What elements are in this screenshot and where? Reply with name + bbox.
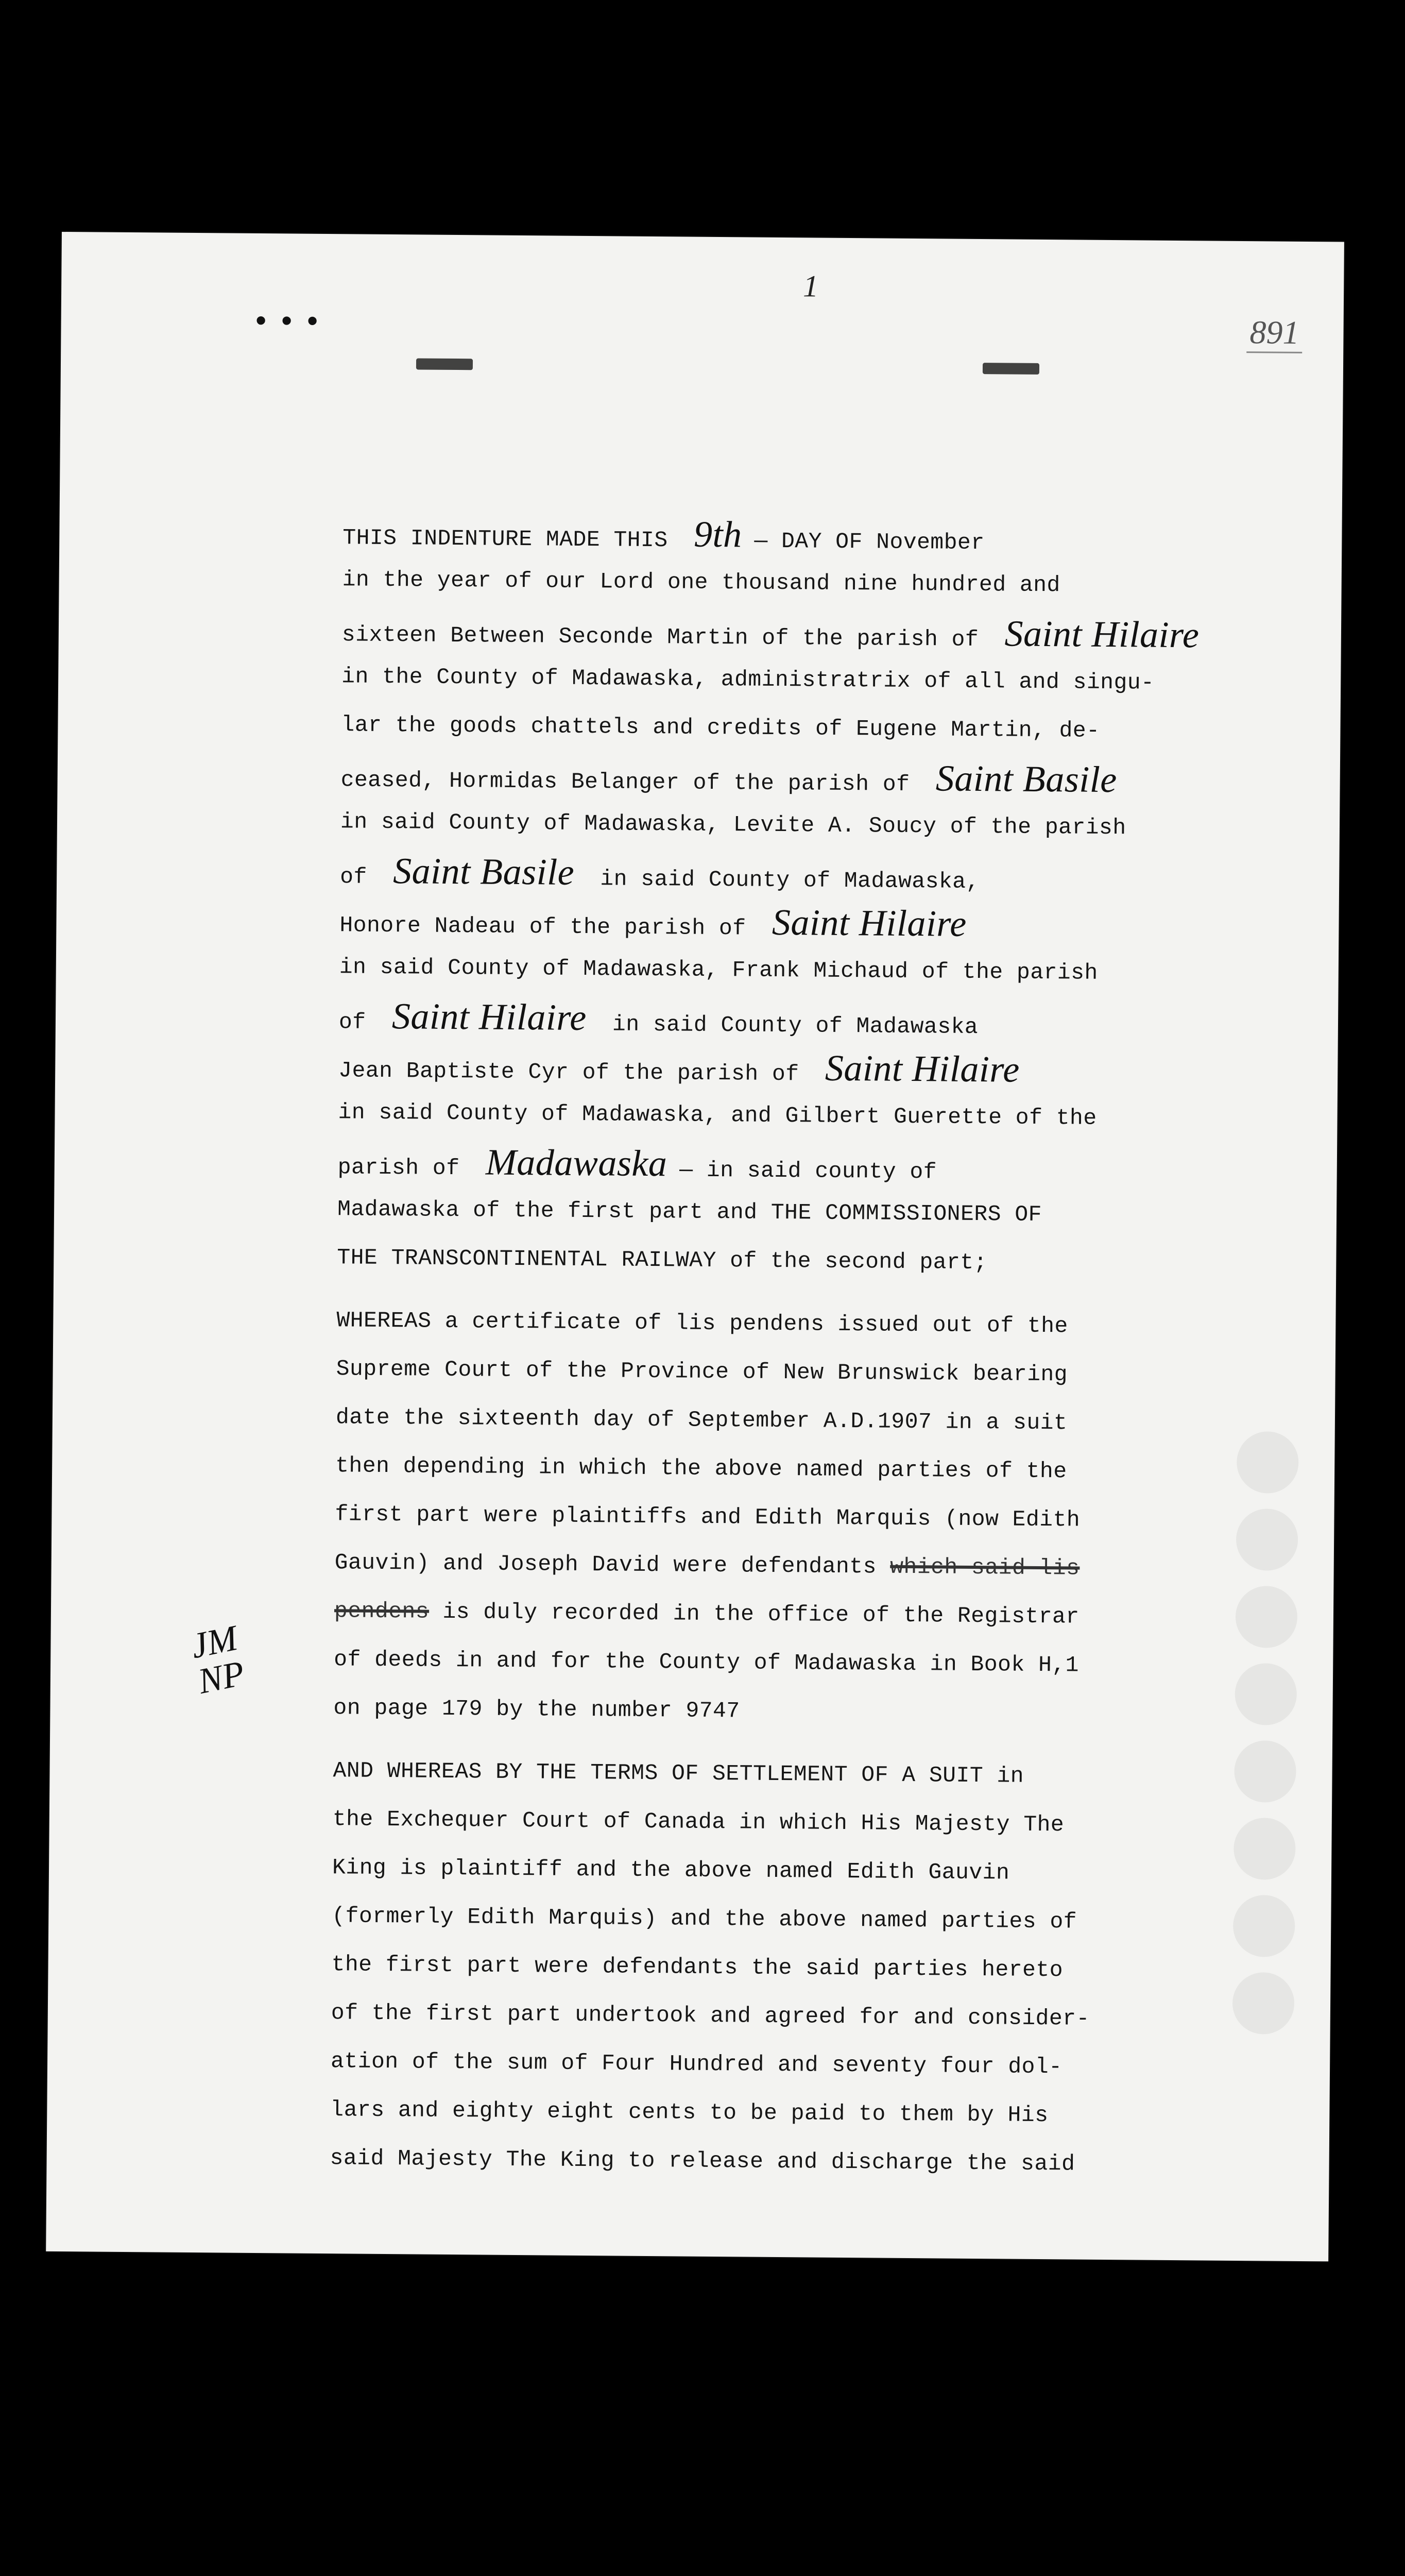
text-line [333, 1684, 1240, 1739]
typed-text: THE TRANSCONTINENTAL RAILWAY of the second part; [337, 1245, 988, 1276]
text-line [334, 1635, 1241, 1691]
text-line [332, 1843, 1239, 1899]
text-line [341, 652, 1248, 708]
text-line [331, 2037, 1238, 2093]
typed-text: Madawaska of the first part and THE COMMISSIONERS OF [337, 1196, 1042, 1228]
typed-text: of the first part undertook and agreed for and consider- [331, 2000, 1090, 2031]
typed-text: on page 179 by the number 9747 [333, 1695, 740, 1724]
typed-text: then depending in which the above named parties of the [335, 1453, 1067, 1484]
text-line [331, 1940, 1238, 1996]
text-line [334, 1587, 1241, 1642]
text-line [339, 943, 1246, 998]
typed-text: Supreme Court of the Province of New Brunswick bearing [336, 1356, 1068, 1387]
typed-text: ceased, Hormidas Belanger of the parish of [340, 767, 923, 798]
hole-6 [1233, 1818, 1296, 1880]
typed-text: of deeds in and for the County of Madawaska in Book H,1 [334, 1647, 1080, 1678]
ink-blot-right [983, 363, 1039, 375]
text-line [336, 1296, 1243, 1352]
text-line [336, 1345, 1243, 1400]
text-line [337, 1137, 1244, 1192]
typed-text: lar the goods chattels and credits of Eugene Martin, de- [341, 712, 1100, 743]
text-line [330, 2086, 1237, 2141]
handwritten-entry: Saint Hilaire [825, 1047, 1020, 1090]
punch-marks: ••• [251, 305, 329, 342]
text-line [342, 555, 1249, 611]
text-line [340, 798, 1247, 853]
typed-text: of [338, 1009, 380, 1035]
text-line [330, 2134, 1237, 2190]
margin-initials: JM NP [187, 1618, 248, 1702]
text-line [340, 846, 1247, 902]
typed-text: in said County of Madawaska, Frank Michaud of the parish [339, 954, 1099, 986]
typed-text: in the County of Madawaska, administratrix of all and singu- [341, 664, 1155, 696]
text-line [342, 604, 1249, 659]
text-line [339, 991, 1246, 1047]
ink-blot-left [416, 358, 473, 370]
hole-5 [1234, 1740, 1296, 1803]
text-line [332, 1795, 1239, 1851]
hole-2 [1236, 1509, 1298, 1571]
typed-text: Gauvin) and Joseph David were defendants [334, 1550, 890, 1580]
typed-text: date the sixteenth day of September A.D.1907 in a suit [335, 1404, 1068, 1436]
hole-1 [1237, 1431, 1299, 1494]
text-line [337, 1233, 1244, 1289]
archive-number: 891 [1246, 313, 1303, 353]
typed-text: in said County of Madawaska, Levite A. Soucy of the parish [340, 809, 1126, 841]
handwritten-entry: Saint Hilaire [772, 901, 967, 944]
text-line [339, 894, 1246, 950]
text-line [335, 1442, 1242, 1497]
handwritten-entry: Saint Basile [935, 757, 1118, 801]
struck-text: pendens [334, 1598, 430, 1624]
page-marker: 1 [802, 269, 819, 303]
handwritten-entry: Saint Basile [392, 850, 575, 893]
typed-text: in said County of Madawaska, and Gilbert Guerette of the [338, 1099, 1097, 1131]
typed-text: King is plaintiff and the above named Edith Gauvin [332, 1855, 1010, 1886]
text-line [341, 701, 1248, 756]
hole-7 [1233, 1895, 1295, 1957]
typed-text: in said County of Madawaska, [586, 866, 980, 895]
text-line [336, 1393, 1243, 1449]
typed-text: first part were plaintiffs and Edith Marquis (now Edith [335, 1501, 1081, 1533]
hole-8 [1232, 1972, 1295, 2035]
text-line [333, 1747, 1240, 1802]
text-line [334, 1538, 1241, 1594]
text-line [331, 1989, 1238, 2044]
hole-3 [1235, 1586, 1297, 1648]
handwritten-entry: Saint Hilaire [1004, 613, 1200, 656]
text-line [335, 1490, 1242, 1546]
typed-text: of [339, 864, 381, 890]
handwritten-entry: Saint Hilaire [391, 995, 587, 1039]
text-line [340, 749, 1247, 805]
text-line [338, 1040, 1245, 1095]
typed-text: Jean Baptiste Cyr of the parish of [338, 1058, 813, 1087]
text-line [342, 507, 1249, 563]
typed-text: lars and eighty eight cents to be paid to them by His [330, 2097, 1049, 2128]
hole-4 [1235, 1663, 1297, 1725]
text-line [332, 1892, 1239, 1947]
typed-text: the first part were defendants the said parties hereto [331, 1952, 1064, 1983]
typed-text: is duly recorded in the office of the Registrar [429, 1599, 1080, 1630]
typed-text: in said County of Madawaska [598, 1011, 979, 1040]
handwritten-entry: Madawaska [485, 1141, 667, 1184]
document-page [46, 232, 1344, 2261]
handwritten-entry: 9th [693, 513, 742, 555]
typed-text: (formerly Edith Marquis) and the above named parties of [332, 1903, 1077, 1935]
typed-text: — DAY OF November [754, 528, 985, 556]
typed-text: AND WHEREAS BY THE TERMS OF SETTLEMENT OF A SUIT in [333, 1758, 1024, 1789]
typed-text: ation of the sum of Four Hundred and seventy four dol- [330, 2048, 1063, 2080]
text-line [337, 1185, 1244, 1241]
typed-text: said Majesty The King to release and discharge the said [330, 2145, 1075, 2177]
struck-text: which said lis [889, 1554, 1080, 1581]
typed-text: the Exchequer Court of Canada in which His Majesty The [332, 1806, 1065, 1838]
typed-text: sixteen Between Seconde Martin of the parish of [341, 622, 992, 653]
typed-text: THIS INDENTURE MADE THIS [342, 525, 682, 553]
typed-text: — in said county of [679, 1157, 937, 1185]
typed-text: Honore Nadeau of the parish of [339, 912, 760, 941]
typed-text: parish of [337, 1155, 473, 1181]
text-line [338, 1088, 1245, 1144]
indenture-text [330, 507, 1249, 2190]
typed-text: in the year of our Lord one thousand nine hundred and [342, 567, 1060, 598]
typed-text: WHEREAS a certificate of lis pendens issued out of the [336, 1308, 1069, 1339]
